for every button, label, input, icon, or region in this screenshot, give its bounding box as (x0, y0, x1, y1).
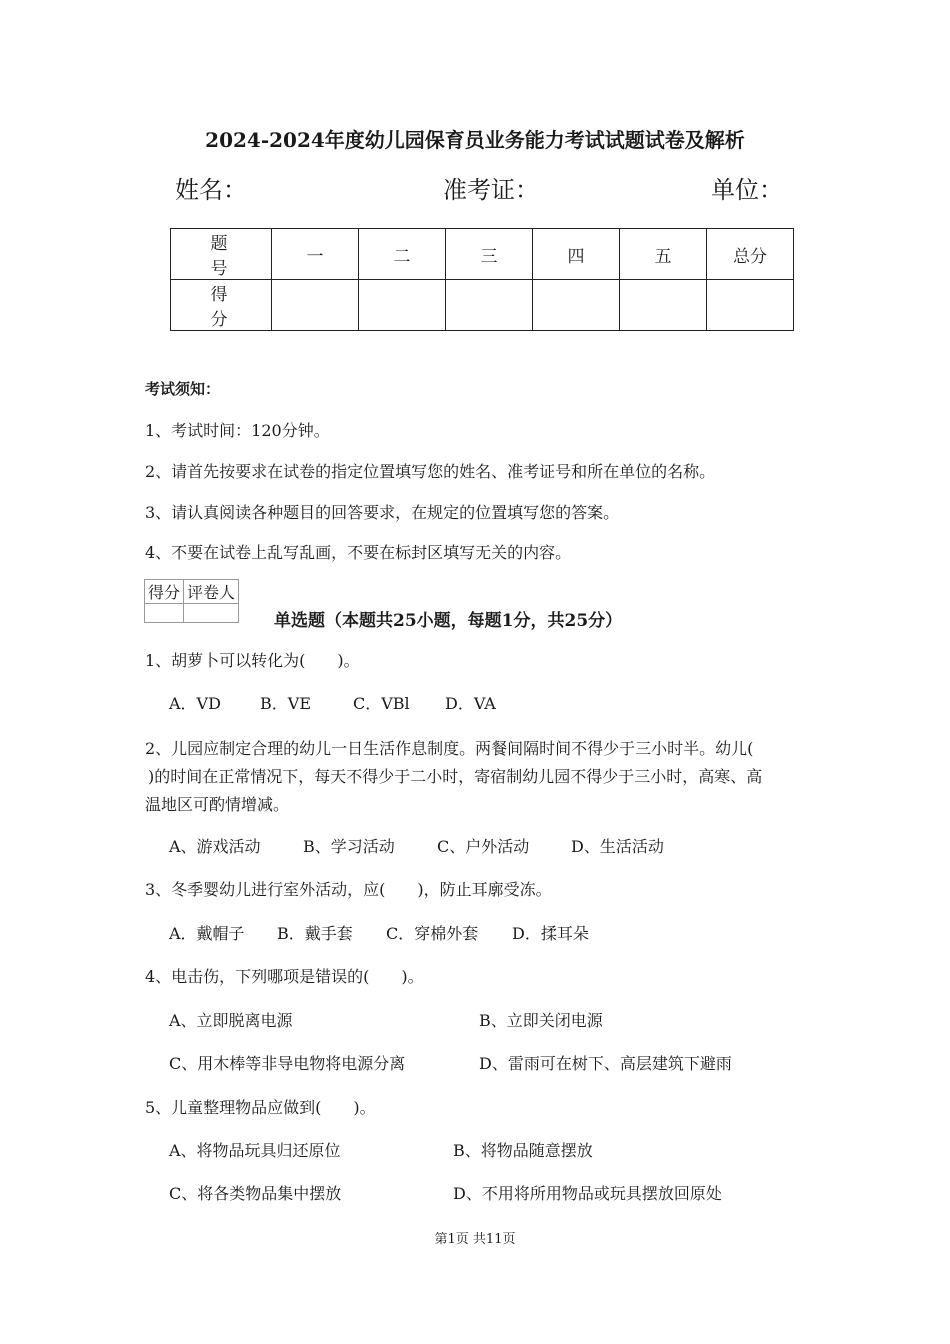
score-cell (620, 280, 707, 331)
option: D．揉耳朵 (512, 924, 589, 943)
grader-score-label: 得分 (145, 580, 184, 604)
notice-item: 3、请认真阅读各种题目的回答要求，在规定的位置填写您的答案。 (145, 503, 620, 522)
option: A．VD (169, 694, 221, 713)
grader-score-cell (145, 604, 184, 623)
notice-item: 1、考试时间：120分钟。 (145, 421, 330, 440)
option: C、用木棒等非导电物将电源分离 (169, 1054, 406, 1073)
score-cell (446, 280, 533, 331)
question-stem: 2、儿园应制定合理的幼儿一日生活作息制度。两餐间隔时间不得少于三小时半。幼儿( (145, 739, 754, 758)
score-cell (272, 280, 359, 331)
option: A、将物品玩具归还原位 (169, 1141, 341, 1160)
exam-id-label: 准考证： (443, 176, 539, 204)
score-table-header-1: 一 (272, 229, 359, 280)
option: A、游戏活动 (169, 837, 261, 856)
question-stem: 1、胡萝卜可以转化为( )。 (145, 651, 360, 670)
option: D．VA (445, 694, 496, 713)
option: A．戴帽子 (169, 924, 245, 943)
option: D、雷雨可在树下、高层建筑下避雨 (479, 1054, 732, 1073)
grader-box (144, 579, 239, 623)
option: D、生活活动 (571, 837, 664, 856)
option: A、立即脱离电源 (169, 1011, 293, 1030)
grader-name-cell (184, 604, 239, 623)
section-title: 单选题（本题共25小题，每题1分，共25分） (274, 611, 623, 631)
score-cell (533, 280, 620, 331)
score-table-header-label: 题 号 (171, 229, 272, 280)
question-stem: 5、儿童整理物品应做到( )。 (145, 1098, 376, 1117)
option: C．穿棉外套 (386, 924, 479, 943)
notice-item: 4、不要在试卷上乱写乱画，不要在标封区填写无关的内容。 (145, 543, 572, 562)
score-cell (707, 280, 794, 331)
score-table-header-total: 总分 (707, 229, 794, 280)
option: B、将物品随意摆放 (453, 1141, 593, 1160)
option: C、户外活动 (437, 837, 530, 856)
exam-title: 2024-2024年度幼儿园保育员业务能力考试试题试卷及解析 (205, 128, 745, 152)
grader-name-label: 评卷人 (184, 580, 239, 604)
notice-title: 考试须知： (145, 380, 221, 398)
option: D、不用将所用物品或玩具摆放回原处 (453, 1184, 722, 1203)
score-table-header-2: 二 (359, 229, 446, 280)
option: B、学习活动 (303, 837, 395, 856)
option: C、将各类物品集中摆放 (169, 1184, 342, 1203)
score-table-header-3: 三 (446, 229, 533, 280)
question-stem: )的时间在正常情况下，每天不得少于二小时，寄宿制幼儿园不得少于三小时，高寒、高 (148, 767, 763, 786)
option: B．戴手套 (277, 924, 353, 943)
score-cell (359, 280, 446, 331)
notice-item: 2、请首先按要求在试卷的指定位置填写您的姓名、准考证号和所在单位的名称。 (145, 462, 716, 481)
page-footer: 第1页 共11页 (434, 1232, 516, 1247)
question-stem: 3、冬季婴幼儿进行室外活动，应( )，防止耳廓受冻。 (145, 880, 552, 899)
option: B、立即关闭电源 (479, 1011, 603, 1030)
name-label: 姓名： (175, 176, 247, 204)
unit-label: 单位： (711, 176, 783, 204)
option: B．VE (260, 694, 311, 713)
score-row-label: 得 分 (171, 280, 272, 331)
question-stem: 4、电击伤，下列哪项是错误的( )。 (145, 967, 424, 986)
option: C．VBl (353, 694, 410, 713)
score-table (170, 228, 794, 331)
question-stem: 温地区可酌情增减。 (145, 795, 290, 814)
score-table-header-4: 四 (533, 229, 620, 280)
score-table-header-5: 五 (620, 229, 707, 280)
